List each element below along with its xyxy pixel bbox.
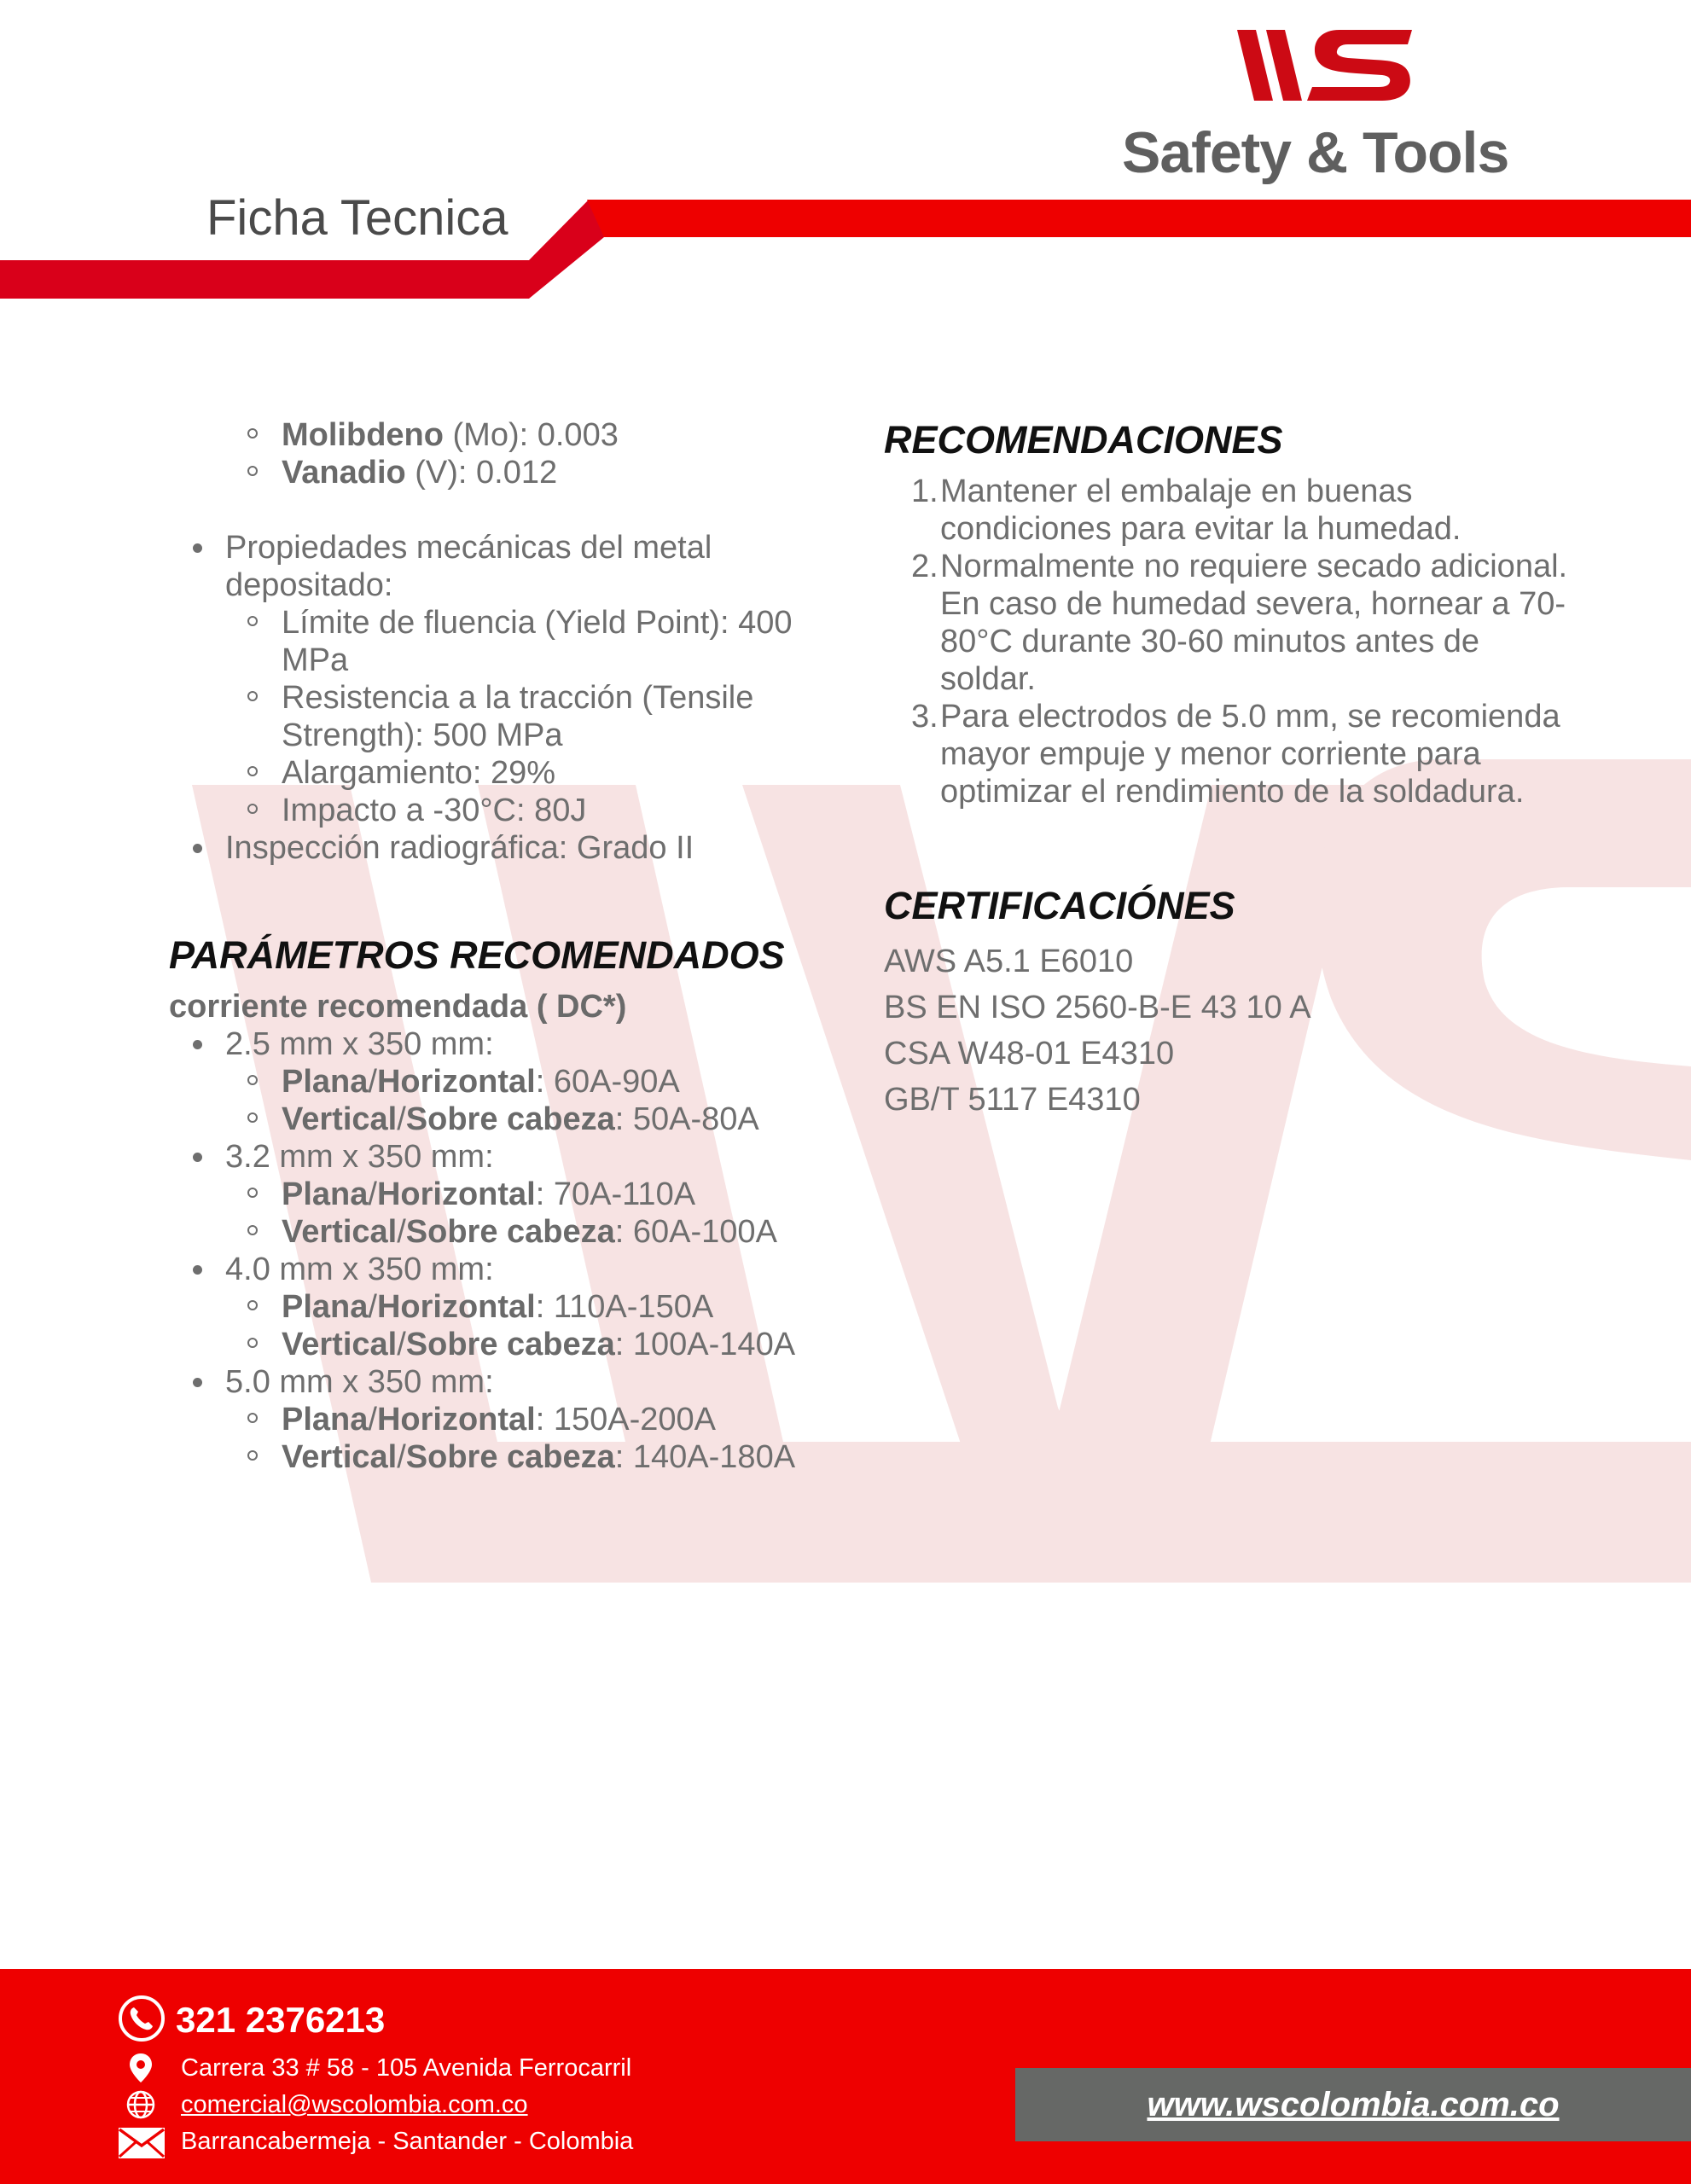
electrode-size: 3.2 mm x 350 mm:: [225, 1139, 494, 1175]
position-label: Horizontal: [376, 1176, 536, 1212]
position-label: Sobre cabeza: [405, 1101, 615, 1137]
list-item: [282, 1401, 851, 1438]
position-label: Sobre cabeza: [405, 1214, 615, 1250]
electrode-size: 4.0 mm x 350 mm:: [225, 1252, 494, 1287]
list-item: [911, 548, 1572, 698]
website-box: [1015, 2068, 1691, 2141]
globe-icon: [125, 2089, 156, 2120]
position-label: Horizontal: [376, 1402, 536, 1438]
mechanical-list: [225, 604, 851, 829]
position-label: Sobre cabeza: [405, 1327, 615, 1362]
location-pin-icon: [128, 2053, 154, 2083]
spacer: [169, 867, 851, 933]
current-range: : 50A-80A: [614, 1101, 759, 1137]
list-item: [282, 416, 851, 454]
list-item: [282, 1213, 851, 1251]
list-item: Resistencia a la tracción (Tensile Strength): 500 MPa: [282, 679, 851, 754]
params-list: [169, 1025, 851, 1476]
composition-list: [169, 416, 851, 491]
electrode-size: 2.5 mm x 350 mm:: [225, 1026, 494, 1062]
logo-mark-text: WS: [1327, 77, 1328, 78]
certifications-title: CERTIFICACIÓNES: [884, 884, 1235, 927]
position-label: Plana: [282, 1176, 369, 1212]
position-list: [225, 1288, 851, 1363]
current-range: : 70A-110A: [535, 1176, 696, 1212]
website-link[interactable]: www.wscolombia.com.co: [1147, 2086, 1560, 2123]
current-range: : 60A-90A: [535, 1064, 680, 1100]
mechanical-label: Propiedades mecánicas del metal depositado:: [225, 530, 712, 603]
position-label: Vertical: [282, 1101, 398, 1137]
list-item: [225, 1251, 851, 1363]
list-item: [225, 529, 851, 829]
separator: /: [368, 1402, 377, 1438]
list-item: [282, 1063, 851, 1101]
certification-item: AWS A5.1 E6010: [884, 944, 1134, 979]
separator: /: [397, 1327, 406, 1362]
position-label: Horizontal: [376, 1064, 536, 1100]
phone-number[interactable]: 321 2376213: [176, 2000, 386, 2040]
params-title: PARÁMETROS RECOMENDADOS: [169, 933, 785, 977]
position-label: Plana: [282, 1402, 369, 1438]
spacer: [884, 810, 1566, 884]
current-range: : 100A-140A: [614, 1327, 796, 1362]
item-text: Mantener el embalaje en buenas condiciones para evitar la humedad.: [940, 473, 1461, 547]
current-range: : 140A-180A: [614, 1439, 796, 1475]
list-item: [282, 454, 851, 491]
list-item: [282, 1101, 851, 1138]
separator: /: [368, 1064, 377, 1100]
position-label: Sobre cabeza: [405, 1439, 615, 1475]
phone-icon: [118, 1995, 166, 2042]
separator: /: [397, 1439, 406, 1475]
position-list: [225, 1063, 851, 1138]
certification-item: CSA W48-01 E4310: [884, 1036, 1175, 1072]
list-item: [282, 1438, 851, 1476]
current-range: : 150A-200A: [535, 1402, 716, 1438]
item-text: Normalmente no requiere secado adicional. En caso de humedad severa, hornear a 70-80°C durante 30-60 minutos antes de soldar.: [940, 549, 1568, 697]
list-item: [225, 1138, 851, 1251]
list-item: Límite de fluencia (Yield Point): 400 MPa: [282, 604, 851, 679]
list-item: Impacto a -30°C: 80J: [282, 792, 851, 829]
recommendations-list: [884, 473, 1572, 810]
company-logo-text: Safety & Tools: [1122, 120, 1509, 185]
recommendations-title: RECOMENDACIONES: [884, 418, 1283, 462]
position-label: Vertical: [282, 1327, 398, 1362]
properties-list: [169, 529, 851, 867]
params-subtitle: corriente recomendada ( DC*): [169, 989, 627, 1025]
position-label: Plana: [282, 1289, 369, 1325]
separator: /: [397, 1101, 406, 1137]
ws-logo-icon: [1237, 26, 1416, 107]
electrode-size: 5.0 mm x 350 mm:: [225, 1364, 494, 1400]
list-item: Alargamiento: 29%: [282, 754, 851, 792]
position-label: Vertical: [282, 1214, 398, 1250]
list-item: [225, 1025, 851, 1138]
position-label: Plana: [282, 1064, 369, 1100]
list-item: [282, 1326, 851, 1363]
address-text: Carrera 33 # 58 - 105 Avenida Ferrocarril: [181, 2054, 632, 2082]
list-item: [911, 473, 1572, 548]
separator: /: [397, 1214, 406, 1250]
separator: /: [368, 1289, 377, 1325]
email-link[interactable]: comercial@wscolombia.com.co: [181, 2091, 528, 2118]
position-list: [225, 1176, 851, 1251]
current-range: : 60A-100A: [614, 1214, 777, 1250]
footer: [0, 1969, 1691, 2184]
item-number: 2.: [911, 549, 938, 584]
list-item: [282, 1176, 851, 1213]
left-column: [169, 416, 851, 1476]
item-text: Para electrodos de 5.0 mm, se recomienda mayor empuje y menor corriente para optimizar el rendimiento de la soldadura.: [940, 699, 1560, 810]
position-label: Vertical: [282, 1439, 398, 1475]
element-name: Molibdeno: [282, 417, 444, 453]
mail-icon: [118, 2127, 166, 2159]
position-label: Horizontal: [376, 1289, 536, 1325]
position-list: [225, 1401, 851, 1476]
element-value: (V): 0.012: [405, 455, 558, 491]
city-text: Barrancabermeja - Santander - Colombia: [181, 2128, 634, 2155]
certification-item: GB/T 5117 E4310: [884, 1082, 1141, 1118]
element-name: Vanadio: [282, 455, 406, 491]
document-title: Ficha Tecnica: [206, 190, 508, 246]
spacer: [169, 491, 851, 529]
item-number: 3.: [911, 699, 938, 735]
certifications-list: [884, 938, 1566, 1123]
element-value: (Mo): 0.003: [443, 417, 619, 453]
list-item: [225, 1363, 851, 1476]
right-column: [884, 416, 1566, 1123]
item-number: 1.: [911, 473, 938, 509]
certification-item: BS EN ISO 2560-B-E 43 10 A: [884, 990, 1311, 1025]
separator: /: [368, 1176, 377, 1212]
list-item: Inspección radiográfica: Grado II: [225, 829, 851, 867]
list-item: [911, 698, 1572, 810]
list-item: [282, 1288, 851, 1326]
current-range: : 110A-150A: [535, 1289, 714, 1325]
